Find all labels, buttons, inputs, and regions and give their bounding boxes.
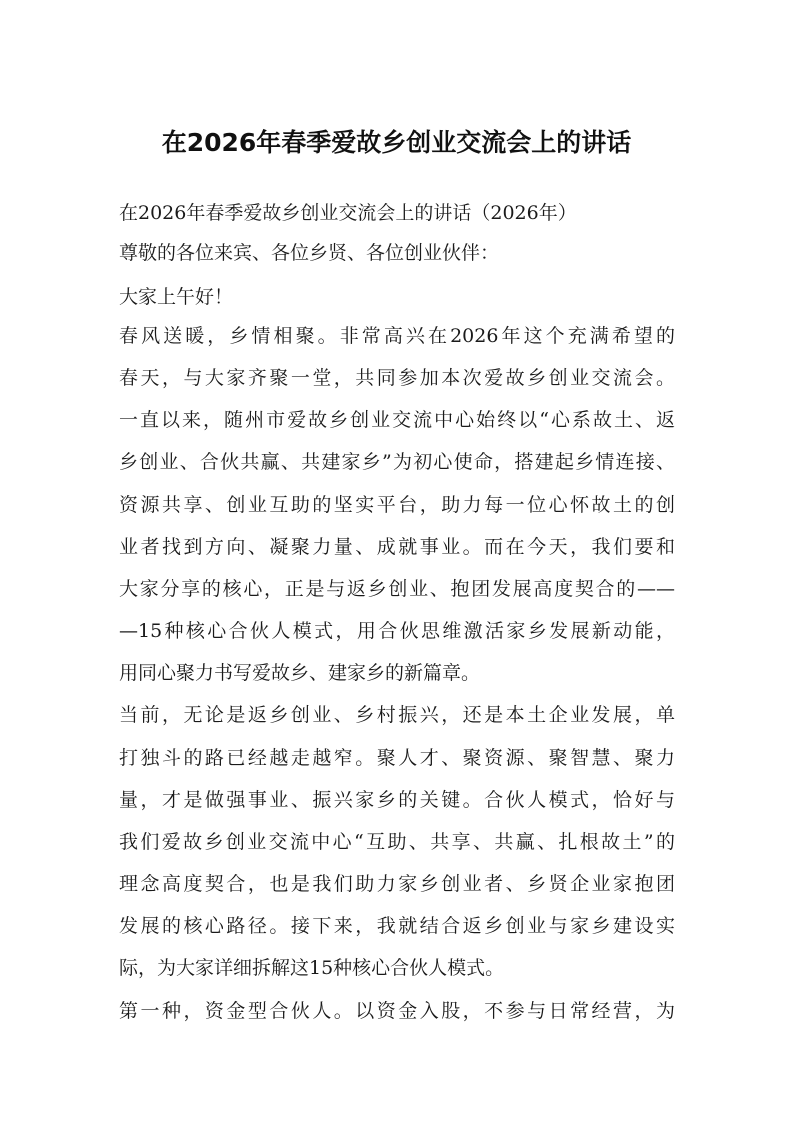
greeting-line: 尊敬的各位来宾、各位乡贤、各位创业伙伴：	[119, 242, 500, 264]
paragraph-line: 一直以来，随州市爱故乡创业交流中心始终以“心系故土、返	[119, 409, 675, 431]
paragraph-line: 第一种，资金型合伙人。以资金入股，不参与日常经营，为	[119, 1000, 675, 1022]
paragraph-line: 际，为大家详细拆解这15种核心合伙人模式。	[119, 957, 505, 979]
document-title: 在2026年春季爱故乡创业交流会上的讲话	[161, 128, 632, 157]
paragraph-line: 春风送暖，乡情相聚。非常高兴在2026年这个充满希望的	[119, 325, 675, 347]
paragraph-line: 打独斗的路已经越走越窄。聚人才、聚资源、聚智慧、聚力	[119, 747, 675, 769]
paragraph-line: 我们爱故乡创业交流中心“互助、共享、共赢、扎根故土”的	[119, 831, 675, 853]
paragraph-line: 当前，无论是返乡创业、乡村振兴，还是本土企业发展，单	[119, 704, 675, 726]
paragraph-line: 用同心聚力书写爱故乡、建家乡的新篇章。	[119, 662, 481, 684]
paragraph-line: 业者找到方向、凝聚力量、成就事业。而在今天，我们要和	[119, 536, 675, 558]
paragraph-line: 乡创业、合伙共赢、共建家乡”为初心使命，搭建起乡情连接、	[119, 451, 675, 473]
paragraph-line: —15种核心合伙人模式，用合伙思维激活家乡发展新动能，	[119, 620, 675, 642]
paragraph-line: 资源共享、创业互助的坚实平台，助力每一位心怀故土的创	[119, 494, 675, 516]
greeting-line: 大家上午好！	[119, 286, 234, 308]
paragraph-line: 春天，与大家齐聚一堂，共同参加本次爱故乡创业交流会。	[119, 367, 675, 389]
subtitle-line: 在2026年春季爱故乡创业交流会上的讲话（2026年）	[119, 202, 577, 224]
paragraph-line: 理念高度契合，也是我们助力家乡创业者、乡贤企业家抱团	[119, 873, 675, 895]
paragraph-line: 发展的核心路径。接下来，我就结合返乡创业与家乡建设实	[119, 915, 675, 937]
paragraph-line: 大家分享的核心，正是与返乡创业、抱团发展高度契合的——	[119, 578, 675, 600]
paragraph-line: 量，才是做强事业、振兴家乡的关键。合伙人模式，恰好与	[119, 789, 675, 811]
